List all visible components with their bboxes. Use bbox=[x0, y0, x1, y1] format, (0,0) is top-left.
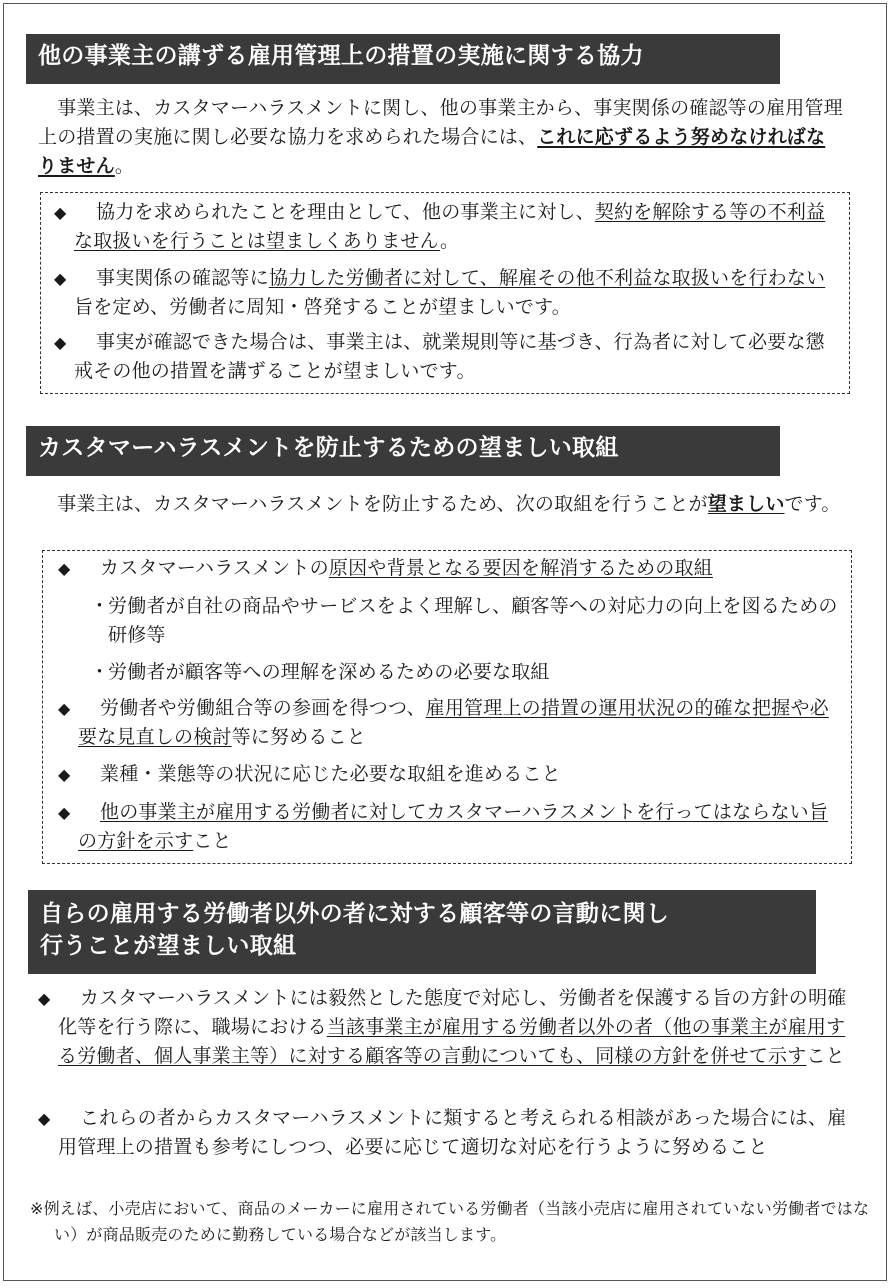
section-2-subitem-1 bbox=[90, 592, 842, 650]
diamond-bullet-icon: ◆ bbox=[54, 203, 67, 222]
section-1-heading bbox=[26, 34, 780, 84]
bullet-text: 事実が確認できた場合は、事業主は、就業規則等に基づき、行為者に対して必要な懲戒その他の措置を講ずることが望ましいです。 bbox=[74, 331, 825, 382]
section-1-bullet-1 bbox=[54, 198, 840, 256]
section-1-heading-text: 他の事業主の講ずる雇用管理上の措置の実施に関する協力 bbox=[38, 43, 644, 69]
bullet-text-end: こと bbox=[806, 1045, 845, 1067]
section-3-bullet-2 bbox=[38, 1104, 854, 1162]
bullet-text: 労働者や労働組合等の参画を得つつ、 bbox=[100, 697, 426, 719]
dot-bullet-icon: ・ bbox=[90, 595, 110, 617]
section-2-intro-end: です。 bbox=[784, 493, 841, 515]
section-2-subitem-2 bbox=[90, 658, 842, 687]
bullet-text: これらの者からカスタマーハラスメントに類すると考えられる相談があった場合には、雇用管理上の措置も参考にしつつ、必要に応じて適切な対応を行うように努めること bbox=[58, 1107, 847, 1158]
bullet-underline: 協力した労働者に対して、解雇その他不利益な取扱いを行わない bbox=[268, 267, 826, 289]
section-2-bullet-2 bbox=[58, 694, 844, 752]
section-3-heading-line-2: 行うことが望ましい取組 bbox=[40, 933, 297, 959]
section-2-bullet-4 bbox=[58, 798, 844, 856]
section-1-intro-text: 事業主は、カスタマーハラスメントに関し、他の事業主から、事実関係の確認等の雇用管理上の措置の実施に関し必要な協力を求められた場合には、 bbox=[38, 97, 843, 148]
bullet-text: 協力を求められたことを理由として、他の事業主に対し、 bbox=[96, 201, 595, 223]
section-1-intro-emphasis: これに応ずるよう努めなければなりません bbox=[38, 126, 826, 177]
section-3-bullet-1 bbox=[38, 984, 854, 1071]
diamond-bullet-icon: ◆ bbox=[58, 765, 71, 784]
diamond-bullet-icon: ◆ bbox=[58, 803, 71, 822]
diamond-bullet-icon: ◆ bbox=[58, 559, 71, 578]
diamond-bullet-icon: ◆ bbox=[38, 989, 51, 1008]
bullet-text: 業種・業態等の状況に応じた必要な取組を進めること bbox=[100, 763, 561, 785]
bullet-text-end: 。 bbox=[439, 230, 460, 252]
section-1-bullet-2 bbox=[54, 264, 840, 322]
bullet-underline: 他の事業主が雇用する労働者に対してカスタマーハラスメントを行ってはならない旨の方針を示す bbox=[78, 801, 829, 852]
diamond-bullet-icon: ◆ bbox=[54, 333, 67, 352]
bullet-underline: 雇用管理上の措置の運用状況の的確な把握や必要な見直しの検討 bbox=[78, 697, 829, 748]
section-2-bullet-3 bbox=[58, 760, 844, 789]
section-3-footnote: ※例えば、小売店において、商品のメーカーに雇用されている労働者（当該小売店に雇用されていない労働者ではない）が商品販売のために勤務している場合などが該当します。 bbox=[30, 1199, 870, 1244]
section-3-heading-line-1: 自らの雇用する労働者以外の者に対する顧客等の言動に関し bbox=[40, 901, 670, 927]
section-1-intro-end: 。 bbox=[114, 155, 135, 177]
bullet-text-end: こと bbox=[193, 830, 232, 852]
section-2-intro-emphasis: 望ましい bbox=[707, 493, 785, 515]
section-1-bullet-3 bbox=[54, 328, 840, 386]
diamond-bullet-icon: ◆ bbox=[58, 699, 71, 718]
section-2-heading-text: カスタマーハラスメントを防止するための望ましい取組 bbox=[38, 435, 619, 461]
bullet-underline: 契約を解除する等の不利益な取扱いを行うことは望ましくありません bbox=[74, 201, 826, 252]
bullet-text: カスタマーハラスメントの bbox=[100, 557, 329, 579]
section-2-heading bbox=[26, 426, 780, 476]
subitem-text: 労働者が自社の商品やサービスをよく理解し、顧客等への対応力の向上を図るための研修等 bbox=[108, 595, 838, 646]
bullet-text: カスタマーハラスメントには毅然とした態度で対応し、労働者を保護する旨の方針の明確化等を行う際に、職場における bbox=[58, 987, 847, 1038]
section-1-intro bbox=[38, 94, 844, 181]
section-2-bullet-1 bbox=[58, 554, 844, 583]
subitem-text: 労働者が顧客等への理解を深めるための必要な取組 bbox=[108, 661, 550, 683]
section-2-intro-text: 事業主は、カスタマーハラスメントを防止するため、次の取組を行うことが bbox=[38, 493, 708, 515]
bullet-text-end: 旨を定め、労働者に周知・啓発することが望ましいです。 bbox=[74, 296, 571, 318]
bullet-underline: 原因や背景となる要因を解消するための取組 bbox=[328, 557, 713, 579]
bullet-underline: 当該事業主が雇用する労働者以外の者（他の事業主が雇用する労働者、個人事業主等）に対する顧客等の言動についても、同様の方針を併せて示す bbox=[58, 1016, 846, 1067]
section-3-heading bbox=[28, 890, 816, 974]
dot-bullet-icon: ・ bbox=[90, 661, 110, 683]
bullet-text: 事実関係の確認等に bbox=[96, 267, 269, 289]
diamond-bullet-icon: ◆ bbox=[38, 1109, 51, 1128]
bullet-text-end: 等に努めること bbox=[231, 726, 367, 748]
diamond-bullet-icon: ◆ bbox=[54, 269, 67, 288]
section-2-intro bbox=[38, 490, 844, 519]
